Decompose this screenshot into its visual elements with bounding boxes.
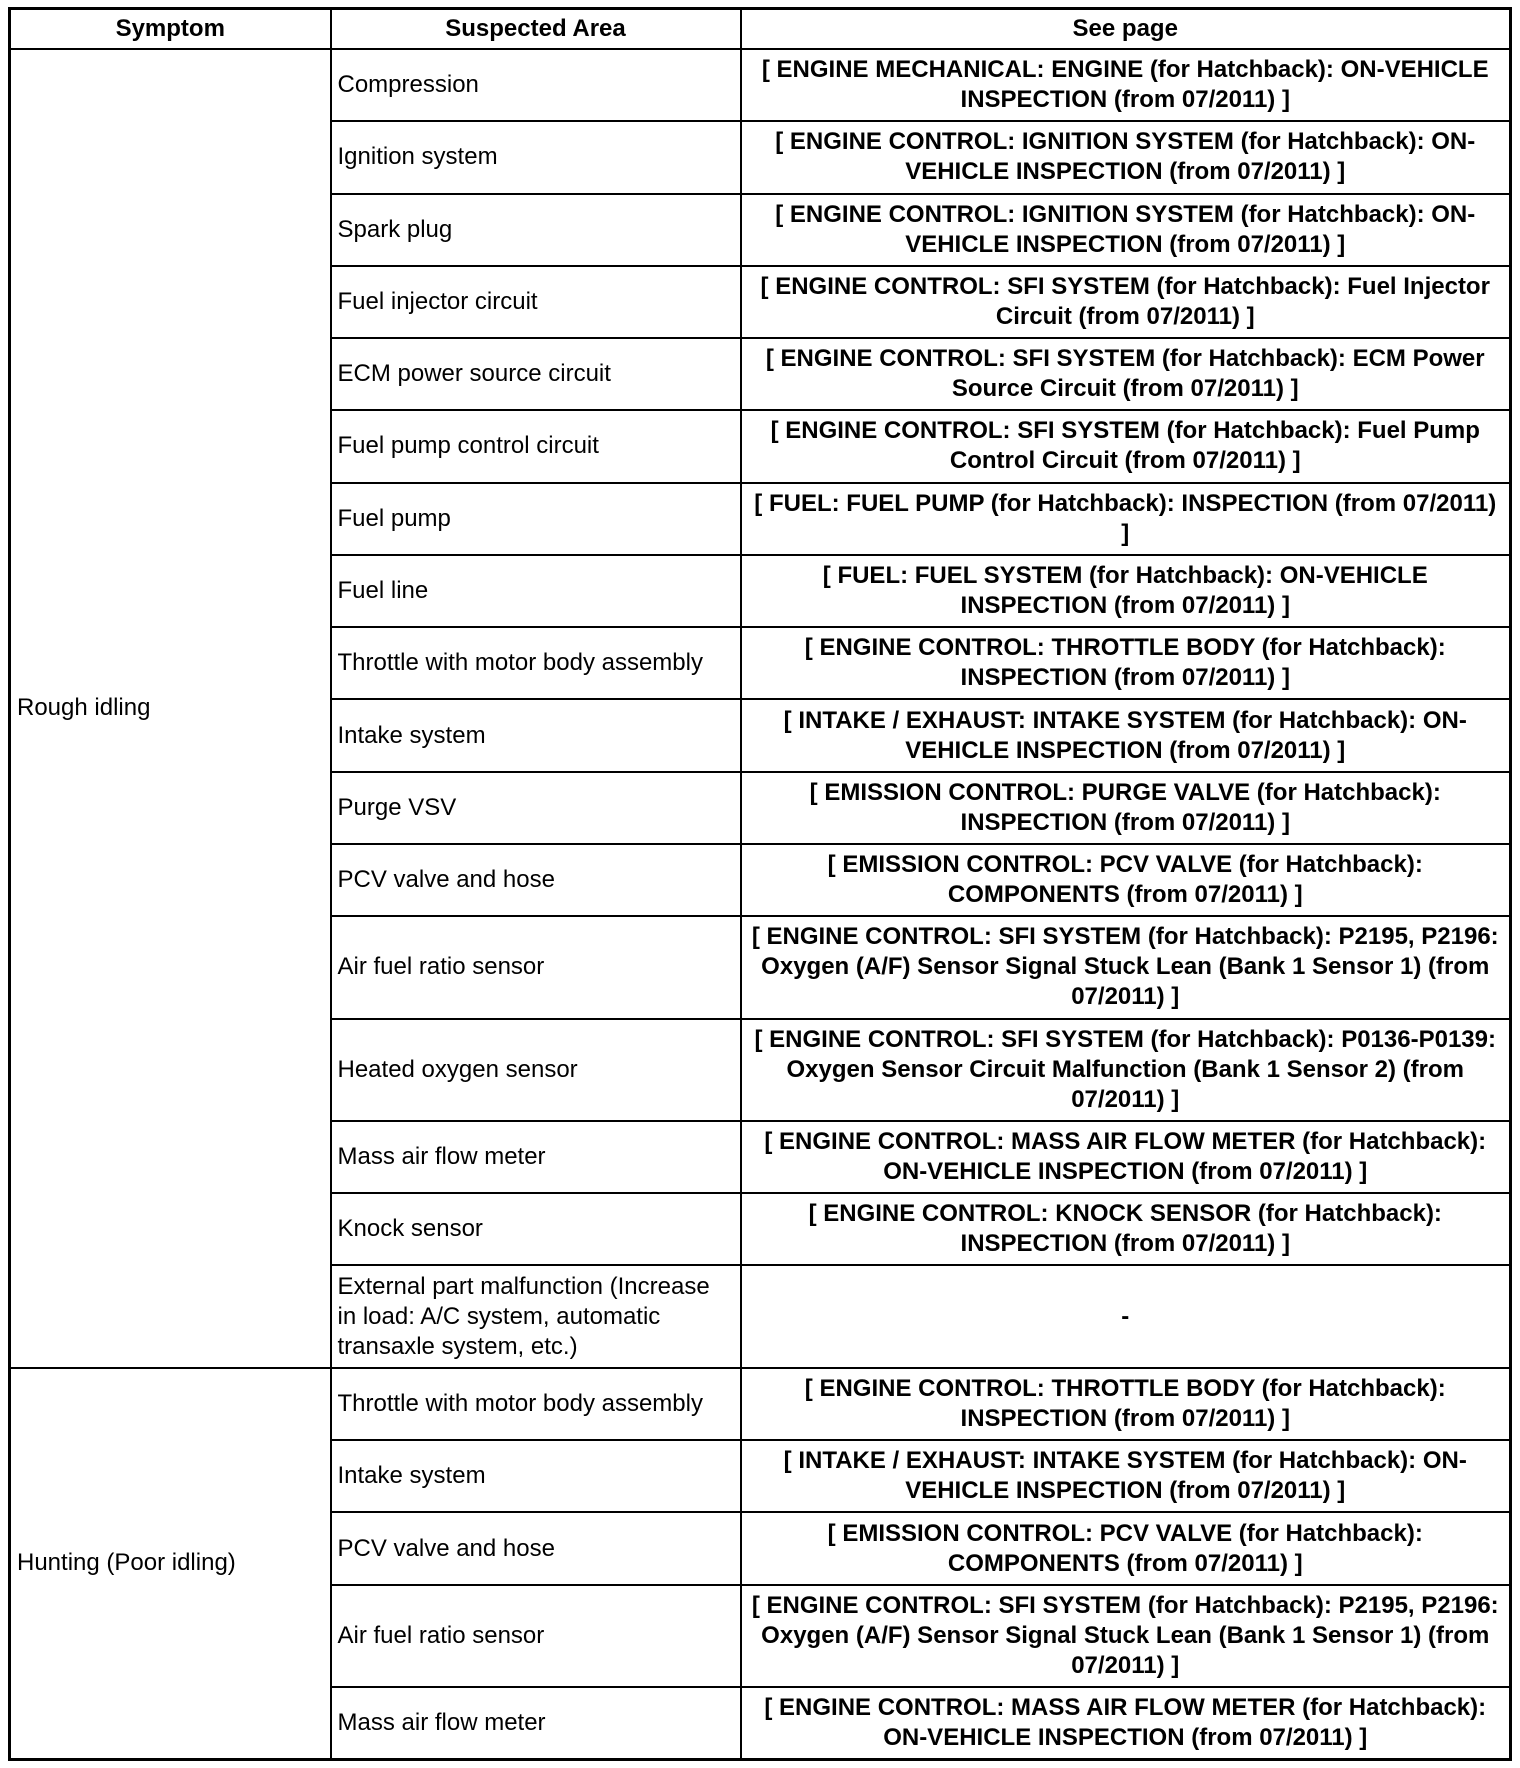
see-page-cell: [ ENGINE CONTROL: SFI SYSTEM (for Hatchback): P2195, P2196: Oxygen (A/F) Sensor Signal Stuck Lean (Bank 1 Sensor 1) (from 07/2011) ] xyxy=(741,916,1511,1018)
see-page-cell: [ ENGINE CONTROL: SFI SYSTEM (for Hatchback): P2195, P2196: Oxygen (A/F) Sensor Signal Stuck Lean (Bank 1 Sensor 1) (from 07/2011) ] xyxy=(741,1585,1511,1687)
suspected-area-cell: PCV valve and hose xyxy=(331,844,741,916)
troubleshooting-table xyxy=(8,7,1512,1761)
see-page-cell: [ INTAKE / EXHAUST: INTAKE SYSTEM (for Hatchback): ON-VEHICLE INSPECTION (from 07/2011) ] xyxy=(741,1440,1511,1512)
suspected-area-cell: Throttle with motor body assembly xyxy=(331,1368,741,1440)
see-page-cell: [ ENGINE CONTROL: IGNITION SYSTEM (for Hatchback): ON-VEHICLE INSPECTION (from 07/2011) ] xyxy=(741,121,1511,193)
see-page-cell: [ ENGINE CONTROL: THROTTLE BODY (for Hatchback): INSPECTION (from 07/2011) ] xyxy=(741,627,1511,699)
see-page-cell: [ EMISSION CONTROL: PCV VALVE (for Hatchback): COMPONENTS (from 07/2011) ] xyxy=(741,844,1511,916)
table-body xyxy=(10,49,1511,1760)
see-page-cell: [ EMISSION CONTROL: PCV VALVE (for Hatchback): COMPONENTS (from 07/2011) ] xyxy=(741,1512,1511,1584)
suspected-area-cell: Spark plug xyxy=(331,194,741,266)
suspected-area-cell: Mass air flow meter xyxy=(331,1687,741,1759)
see-page-cell: [ FUEL: FUEL SYSTEM (for Hatchback): ON-VEHICLE INSPECTION (from 07/2011) ] xyxy=(741,555,1511,627)
symptom-cell: Rough idling xyxy=(10,49,331,1368)
see-page-cell: - xyxy=(741,1265,1511,1367)
header-symptom: Symptom xyxy=(10,9,331,50)
suspected-area-cell: Fuel line xyxy=(331,555,741,627)
header-suspected-area: Suspected Area xyxy=(331,9,741,50)
suspected-area-cell: Mass air flow meter xyxy=(331,1121,741,1193)
see-page-cell: [ ENGINE CONTROL: SFI SYSTEM (for Hatchback): Fuel Injector Circuit (from 07/2011) ] xyxy=(741,266,1511,338)
see-page-cell: [ ENGINE CONTROL: SFI SYSTEM (for Hatchback): ECM Power Source Circuit (from 07/2011) ] xyxy=(741,338,1511,410)
suspected-area-cell: ECM power source circuit xyxy=(331,338,741,410)
suspected-area-cell: Fuel pump control circuit xyxy=(331,410,741,482)
suspected-area-cell: External part malfunction (Increase in load: A/C system, automatic transaxle system, etc.) xyxy=(331,1265,741,1367)
suspected-area-cell: Intake system xyxy=(331,1440,741,1512)
suspected-area-cell: Air fuel ratio sensor xyxy=(331,916,741,1018)
suspected-area-cell: Throttle with motor body assembly xyxy=(331,627,741,699)
header-see-page: See page xyxy=(741,9,1511,50)
suspected-area-cell: Fuel pump xyxy=(331,483,741,555)
see-page-cell: [ ENGINE CONTROL: IGNITION SYSTEM (for Hatchback): ON-VEHICLE INSPECTION (from 07/2011) ] xyxy=(741,194,1511,266)
suspected-area-cell: Ignition system xyxy=(331,121,741,193)
suspected-area-cell: Fuel injector circuit xyxy=(331,266,741,338)
suspected-area-cell: Compression xyxy=(331,49,741,121)
see-page-cell: [ ENGINE CONTROL: SFI SYSTEM (for Hatchback): Fuel Pump Control Circuit (from 07/2011) ] xyxy=(741,410,1511,482)
see-page-cell: [ ENGINE CONTROL: MASS AIR FLOW METER (for Hatchback): ON-VEHICLE INSPECTION (from 07/2011) ] xyxy=(741,1121,1511,1193)
see-page-cell: [ ENGINE CONTROL: MASS AIR FLOW METER (for Hatchback): ON-VEHICLE INSPECTION (from 07/2011) ] xyxy=(741,1687,1511,1759)
see-page-cell: [ EMISSION CONTROL: PURGE VALVE (for Hatchback): INSPECTION (from 07/2011) ] xyxy=(741,772,1511,844)
see-page-cell: [ ENGINE CONTROL: THROTTLE BODY (for Hatchback): INSPECTION (from 07/2011) ] xyxy=(741,1368,1511,1440)
see-page-cell: [ ENGINE MECHANICAL: ENGINE (for Hatchback): ON-VEHICLE INSPECTION (from 07/2011) ] xyxy=(741,49,1511,121)
suspected-area-cell: Knock sensor xyxy=(331,1193,741,1265)
see-page-cell: [ INTAKE / EXHAUST: INTAKE SYSTEM (for Hatchback): ON-VEHICLE INSPECTION (from 07/2011) ] xyxy=(741,699,1511,771)
see-page-cell: [ FUEL: FUEL PUMP (for Hatchback): INSPECTION (from 07/2011) ] xyxy=(741,483,1511,555)
table-row xyxy=(10,49,1511,121)
suspected-area-cell: Intake system xyxy=(331,699,741,771)
table-row xyxy=(10,1368,1511,1440)
symptom-cell: Hunting (Poor idling) xyxy=(10,1368,331,1760)
suspected-area-cell: Air fuel ratio sensor xyxy=(331,1585,741,1687)
suspected-area-cell: PCV valve and hose xyxy=(331,1512,741,1584)
header-row xyxy=(10,9,1511,50)
see-page-cell: [ ENGINE CONTROL: KNOCK SENSOR (for Hatchback): INSPECTION (from 07/2011) ] xyxy=(741,1193,1511,1265)
suspected-area-cell: Purge VSV xyxy=(331,772,741,844)
see-page-cell: [ ENGINE CONTROL: SFI SYSTEM (for Hatchback): P0136-P0139: Oxygen Sensor Circuit Malfunction (Bank 1 Sensor 2) (from 07/2011) ] xyxy=(741,1019,1511,1121)
suspected-area-cell: Heated oxygen sensor xyxy=(331,1019,741,1121)
